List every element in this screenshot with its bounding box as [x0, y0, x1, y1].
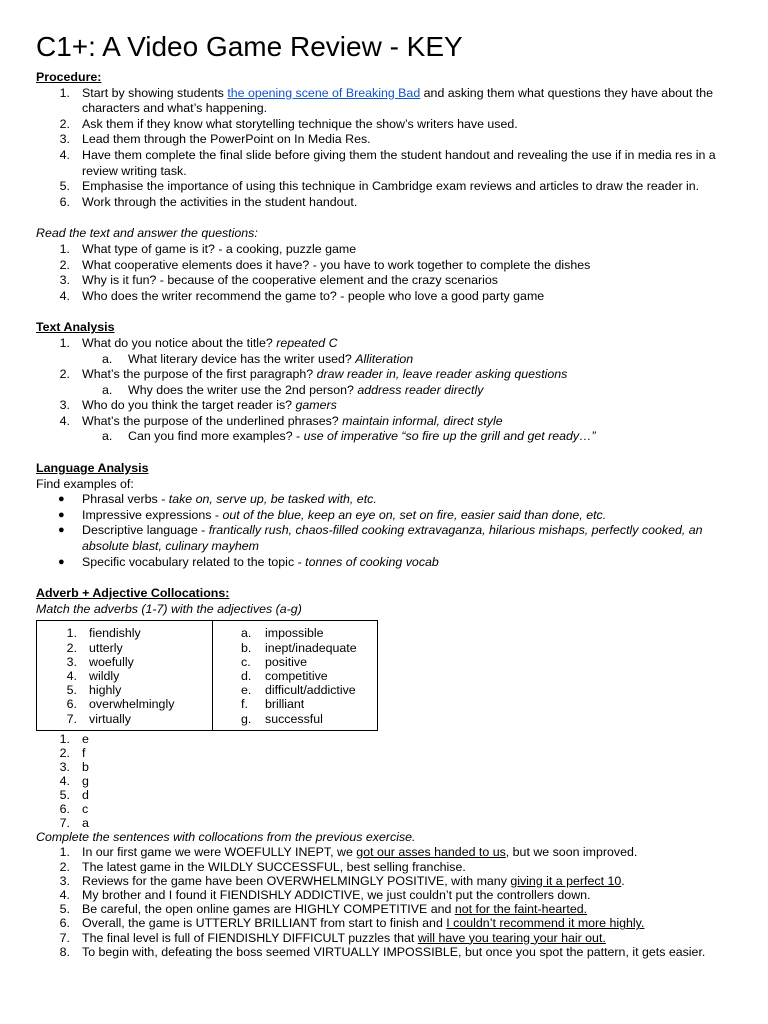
- adjectives-column: [213, 621, 378, 730]
- page-title: C1+: A Video Game Review - KEY: [36, 31, 463, 62]
- collocations-heading: Adverb + Adjective Collocations:: [36, 586, 230, 601]
- analysis-subquestion: a. Why does the writer use the 2nd person? address reader directly: [102, 382, 484, 397]
- analysis-question: 2. What’s the purpose of the first paragraph? draw reader in, leave reader asking questions: [59, 367, 568, 382]
- reading-question: 2. What cooperative elements does it have? - you have to work together to complete the dishes: [59, 257, 591, 272]
- bullet-icon: ●: [58, 555, 65, 568]
- adverb-item: 6. overwhelmingly: [66, 697, 175, 712]
- language-item: ● Specific vocabulary related to the topic - tonnes of cooking vocab: [58, 554, 439, 569]
- adverb-item: 7. virtually: [66, 711, 131, 726]
- adverb-item: 5. highly: [66, 683, 122, 698]
- answer-item: 1. e: [59, 731, 89, 746]
- matching-table: [36, 620, 378, 730]
- analysis-question: 3. Who do you think the target reader is? gamers: [59, 398, 337, 413]
- collocations-instruction: Match the adverbs (1-7) with the adjectives (a-g): [36, 601, 302, 616]
- answer-key-list: [36, 732, 736, 830]
- procedure-item: 1. Start by showing students the opening scene of Breaking Bad and asking them what questions they have about the characters and what’s happening.: [59, 85, 713, 116]
- reading-question: 4. Who does the writer recommend the game to? - people who love a good party game: [59, 288, 545, 303]
- bullet-icon: ●: [58, 493, 65, 506]
- breaking-bad-link[interactable]: the opening scene of Breaking Bad: [227, 85, 421, 100]
- reading-questions: [36, 242, 736, 304]
- procedure-item: 4. Have them complete the final slide before giving them the student handout and revealing the use if in media res in a review writing task.: [59, 147, 716, 178]
- document-page: [36, 30, 736, 959]
- sentence-item: 8. To begin with, defeating the boss seemed VIRTUALLY IMPOSSIBLE, but once you spot the pattern, it gets easier.: [59, 944, 706, 959]
- bullet-icon: ●: [58, 524, 65, 537]
- analysis-question: 4. What’s the purpose of the underlined phrases? maintain informal, direct style: [59, 413, 503, 428]
- adverb-item: 3. woefully: [66, 654, 134, 669]
- language-analysis-intro: Find examples of:: [36, 476, 134, 491]
- sentences-list: [36, 845, 736, 959]
- answer-item: 6. c: [59, 801, 89, 816]
- sentence-item: 7. The final level is full of FIENDISHLY DIFFICULT puzzles that will have you tearing your hair out.: [59, 930, 606, 945]
- text-analysis-list: [36, 336, 736, 445]
- answer-item: 2. f: [59, 745, 86, 760]
- analysis-subquestion: a. What literary device has the writer used? Alliteration: [102, 351, 414, 366]
- adverb-item: 2. utterly: [66, 640, 123, 655]
- adjective-item: a. impossible: [241, 626, 324, 641]
- language-item: ● Impressive expressions - out of the blue, keep an eye on, set on fire, easier said than done, etc.: [58, 507, 607, 522]
- adjective-item: c. positive: [241, 654, 308, 669]
- answer-item: 5. d: [59, 787, 89, 802]
- analysis-subquestion: a. Can you find more examples? - use of imperative “so fire up the grill and get ready…”: [102, 429, 596, 444]
- language-item: ● Phrasal verbs - take on, serve up, be tasked with, etc.: [58, 492, 377, 507]
- adjective-item: d. competitive: [241, 669, 328, 684]
- adjective-item: b. inept/inadequate: [241, 640, 357, 655]
- sentence-item: 5. Be careful, the open online games are HIGHLY COMPETITIVE and not for the faint-hearted.: [59, 902, 588, 917]
- answer-item: 7. a: [59, 815, 89, 830]
- sentence-item: 3. Reviews for the game have been OVERWHELMINGLY POSITIVE, with many giving it a perfect 10.: [59, 873, 625, 888]
- sentences-instruction: Complete the sentences with collocations from the previous exercise.: [36, 829, 416, 844]
- text-analysis-heading: Text Analysis: [36, 320, 115, 335]
- answer-item: 4. g: [59, 773, 89, 788]
- bullet-icon: ●: [58, 508, 65, 521]
- adverbs-column: [37, 621, 213, 730]
- sentence-item: 4. My brother and I found it FIENDISHLY ADDICTIVE, we just couldn’t put the controllers down.: [59, 888, 591, 903]
- reading-instruction: Read the text and answer the questions:: [36, 226, 258, 241]
- reading-question: 1. What type of game is it? - a cooking, puzzle game: [59, 241, 357, 256]
- sentence-item: 6. Overall, the game is UTTERLY BRILLIANT from start to finish and I couldn’t recommend it more highly.: [59, 916, 645, 931]
- adverb-item: 4. wildly: [66, 669, 120, 684]
- procedure-item: 5. Emphasise the importance of using this technique in Cambridge exam reviews and articles to draw the reader in.: [59, 179, 700, 194]
- analysis-question: 1. What do you notice about the title? repeated C: [59, 335, 338, 350]
- procedure-list: [36, 86, 736, 211]
- procedure-heading: Procedure:: [36, 70, 102, 84]
- adjective-item: g. successful: [241, 711, 323, 726]
- language-analysis-list: [36, 492, 736, 570]
- adjective-item: e. difficult/addictive: [241, 683, 356, 698]
- adjective-item: f. brilliant: [241, 697, 305, 712]
- answer-item: 3. b: [59, 759, 89, 774]
- reading-question: 3. Why is it fun? - because of the cooperative element and the crazy scenarios: [59, 273, 498, 288]
- procedure-item: 3. Lead them through the PowerPoint on In Media Res.: [59, 132, 371, 147]
- language-item: ● Descriptive language - frantically rush, chaos-filled cooking extravaganza, hilarious mishaps, perfectly cooked, an absolute blast, culinary mayhem: [58, 523, 703, 554]
- procedure-item: 2. Ask them if they know what storytelling technique the show’s writers have used.: [59, 116, 518, 131]
- language-analysis-heading: Language Analysis: [36, 461, 149, 476]
- sentence-item: 2. The latest game in the WILDLY SUCCESSFUL, best selling franchise.: [59, 859, 466, 874]
- adverb-item: 1. fiendishly: [66, 626, 141, 641]
- sentence-item: 1. In our first game we were WOEFULLY INEPT, we got our asses handed to us, but we soon improved.: [59, 845, 638, 860]
- procedure-item: 6. Work through the activities in the student handout.: [59, 194, 358, 209]
